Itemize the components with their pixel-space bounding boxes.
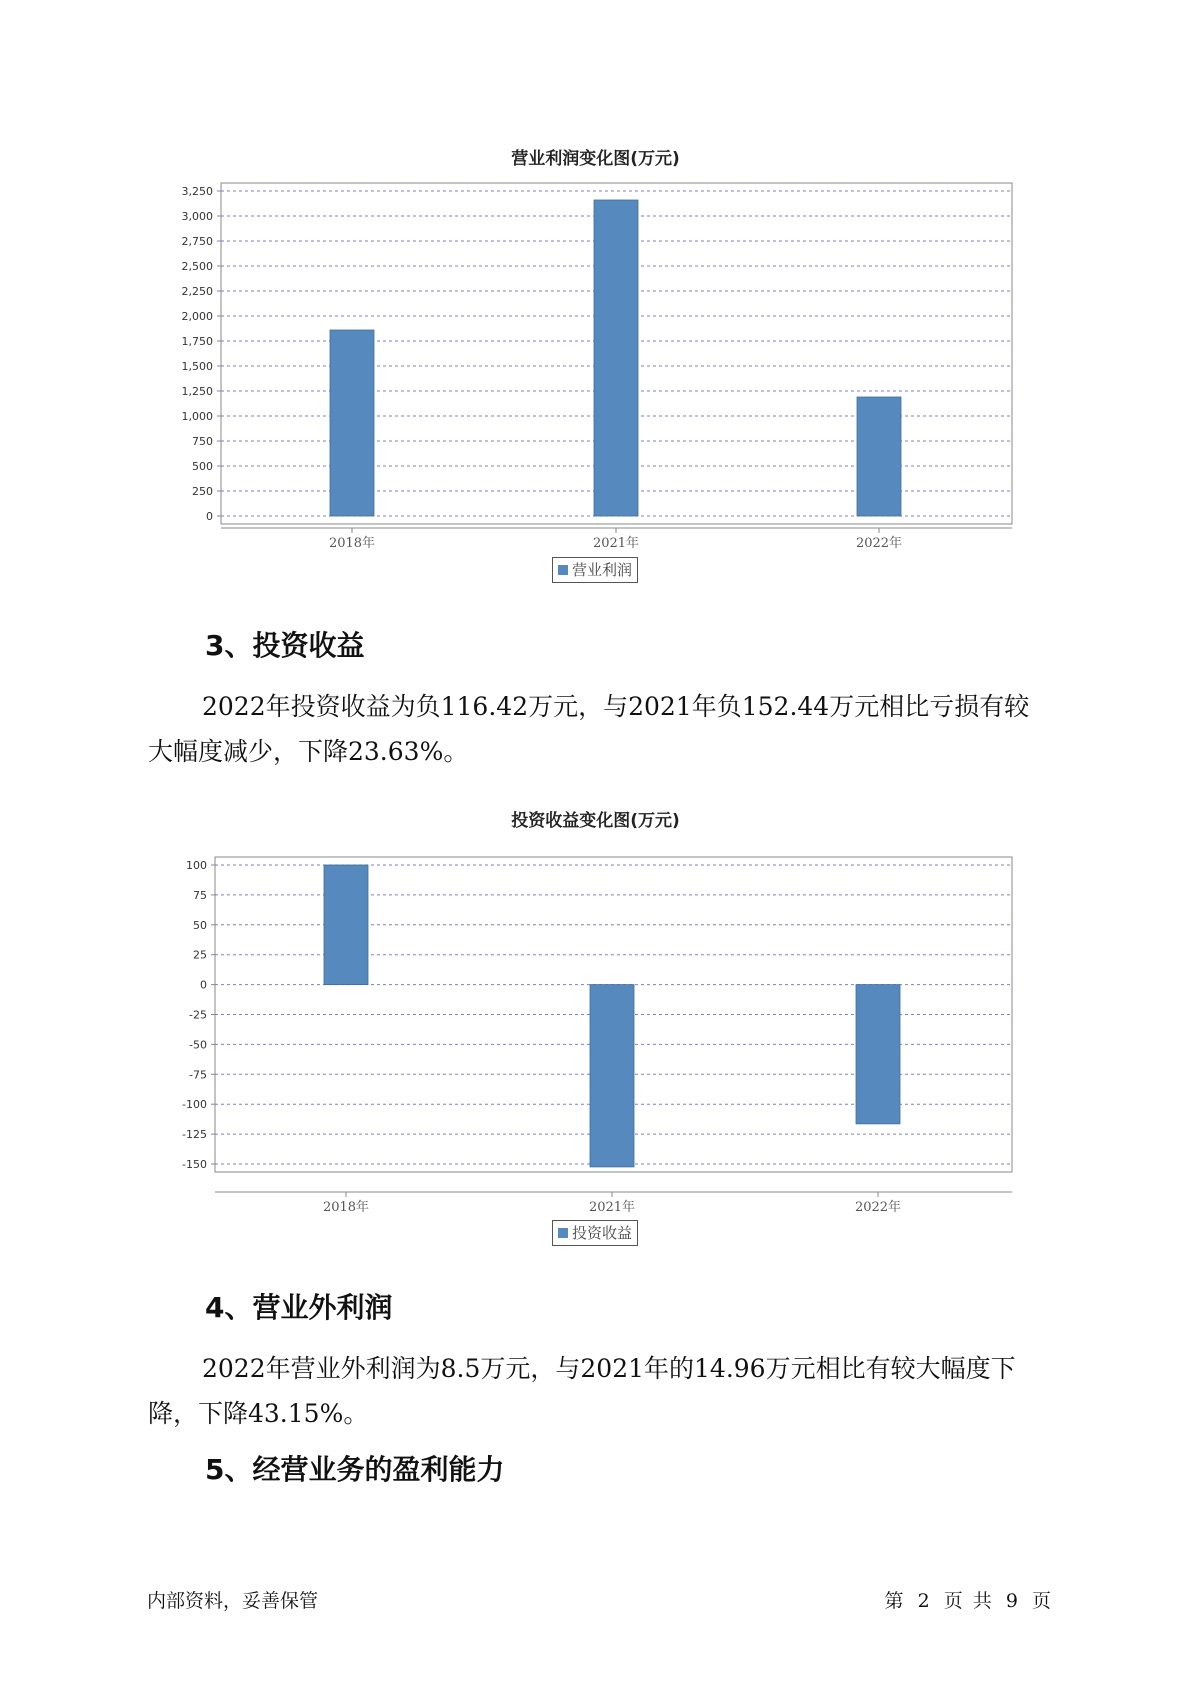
x-tick-label: 2018年 xyxy=(322,1200,370,1215)
y-tick-label: 2,250 xyxy=(181,285,213,298)
y-tick-label: 2,500 xyxy=(181,260,213,273)
y-tick-label: 3,000 xyxy=(181,210,213,223)
section-4-paragraph: 2022年营业外利润为8.5万元，与2021年的14.96万元相比有较大幅度下降，下降43.15%。 xyxy=(148,1354,1016,1428)
y-tick-label: 0 xyxy=(206,510,213,523)
section-3-paragraph: 2022年投资收益为负116.42万元，与2021年负152.44万元相比亏损有较大幅度减少，下降23.63%。 xyxy=(148,692,1030,766)
x-tick-label: 2022年 xyxy=(854,1200,902,1215)
footer-confidential-note: 内部资料，妥善保管 xyxy=(147,1590,319,1612)
page-total: 9 xyxy=(1005,1590,1018,1612)
bar-2022年 xyxy=(857,397,901,516)
page-current: 2 xyxy=(917,1590,930,1612)
operating-profit-chart xyxy=(0,175,1191,595)
legend-swatch xyxy=(558,1228,568,1238)
x-tick-label: 2021年 xyxy=(592,536,640,551)
y-tick-label: 1,500 xyxy=(181,360,213,373)
y-tick-label: -150 xyxy=(182,1158,207,1171)
chart-1-legend xyxy=(552,557,638,583)
y-tick-label: 100 xyxy=(186,859,207,872)
y-tick-label: 0 xyxy=(200,978,207,992)
y-tick-label: 3,250 xyxy=(181,185,213,198)
y-tick-label: 1,000 xyxy=(181,410,213,423)
page-prefix: 第 xyxy=(884,1590,904,1612)
y-tick-label: 750 xyxy=(192,435,213,448)
x-tick-label: 2021年 xyxy=(588,1200,636,1215)
bar-2021年 xyxy=(590,985,634,1167)
chart-2-legend xyxy=(552,1220,638,1246)
x-tick-label: 2018年 xyxy=(328,536,376,551)
footer-page-number xyxy=(883,1586,1053,1613)
x-tick-label: 2022年 xyxy=(855,536,903,551)
bar-2021年 xyxy=(594,200,638,516)
bar-2018年 xyxy=(324,865,368,985)
chart-1-title: 营业利润变化图(万元) xyxy=(511,149,680,169)
investment-income-chart xyxy=(0,838,1191,1238)
legend-swatch xyxy=(558,565,568,575)
section-3-heading: 3、投资收益 xyxy=(205,629,365,662)
chart-2-legend-label: 投资收益 xyxy=(572,1224,633,1242)
chart-1-legend-label: 营业利润 xyxy=(572,561,633,579)
y-tick-label: 2,000 xyxy=(181,310,213,323)
y-tick-label: 1,750 xyxy=(181,335,213,348)
section-4-heading: 4、营业外利润 xyxy=(205,1291,393,1324)
bar-2022年 xyxy=(856,985,900,1124)
y-tick-label: -125 xyxy=(182,1128,207,1142)
y-tick-label: 75 xyxy=(193,888,207,902)
y-tick-label: 500 xyxy=(192,460,213,473)
y-tick-label: -100 xyxy=(182,1098,207,1112)
page-suffix: 页 xyxy=(1031,1590,1051,1612)
section-5-heading: 5、经营业务的盈利能力 xyxy=(205,1453,505,1486)
y-tick-label: 1,250 xyxy=(181,385,213,398)
y-tick-label: 25 xyxy=(193,948,207,962)
y-tick-label: -50 xyxy=(189,1038,207,1052)
y-tick-label: -25 xyxy=(189,1008,207,1022)
page-mid: 页 共 xyxy=(943,1590,992,1612)
bar-2018年 xyxy=(330,330,374,516)
y-tick-label: 2,750 xyxy=(181,235,213,248)
chart-2-title: 投资收益变化图(万元) xyxy=(511,811,680,831)
y-tick-label: 250 xyxy=(192,485,213,498)
y-tick-label: -75 xyxy=(189,1068,207,1082)
y-tick-label: 50 xyxy=(193,918,207,932)
